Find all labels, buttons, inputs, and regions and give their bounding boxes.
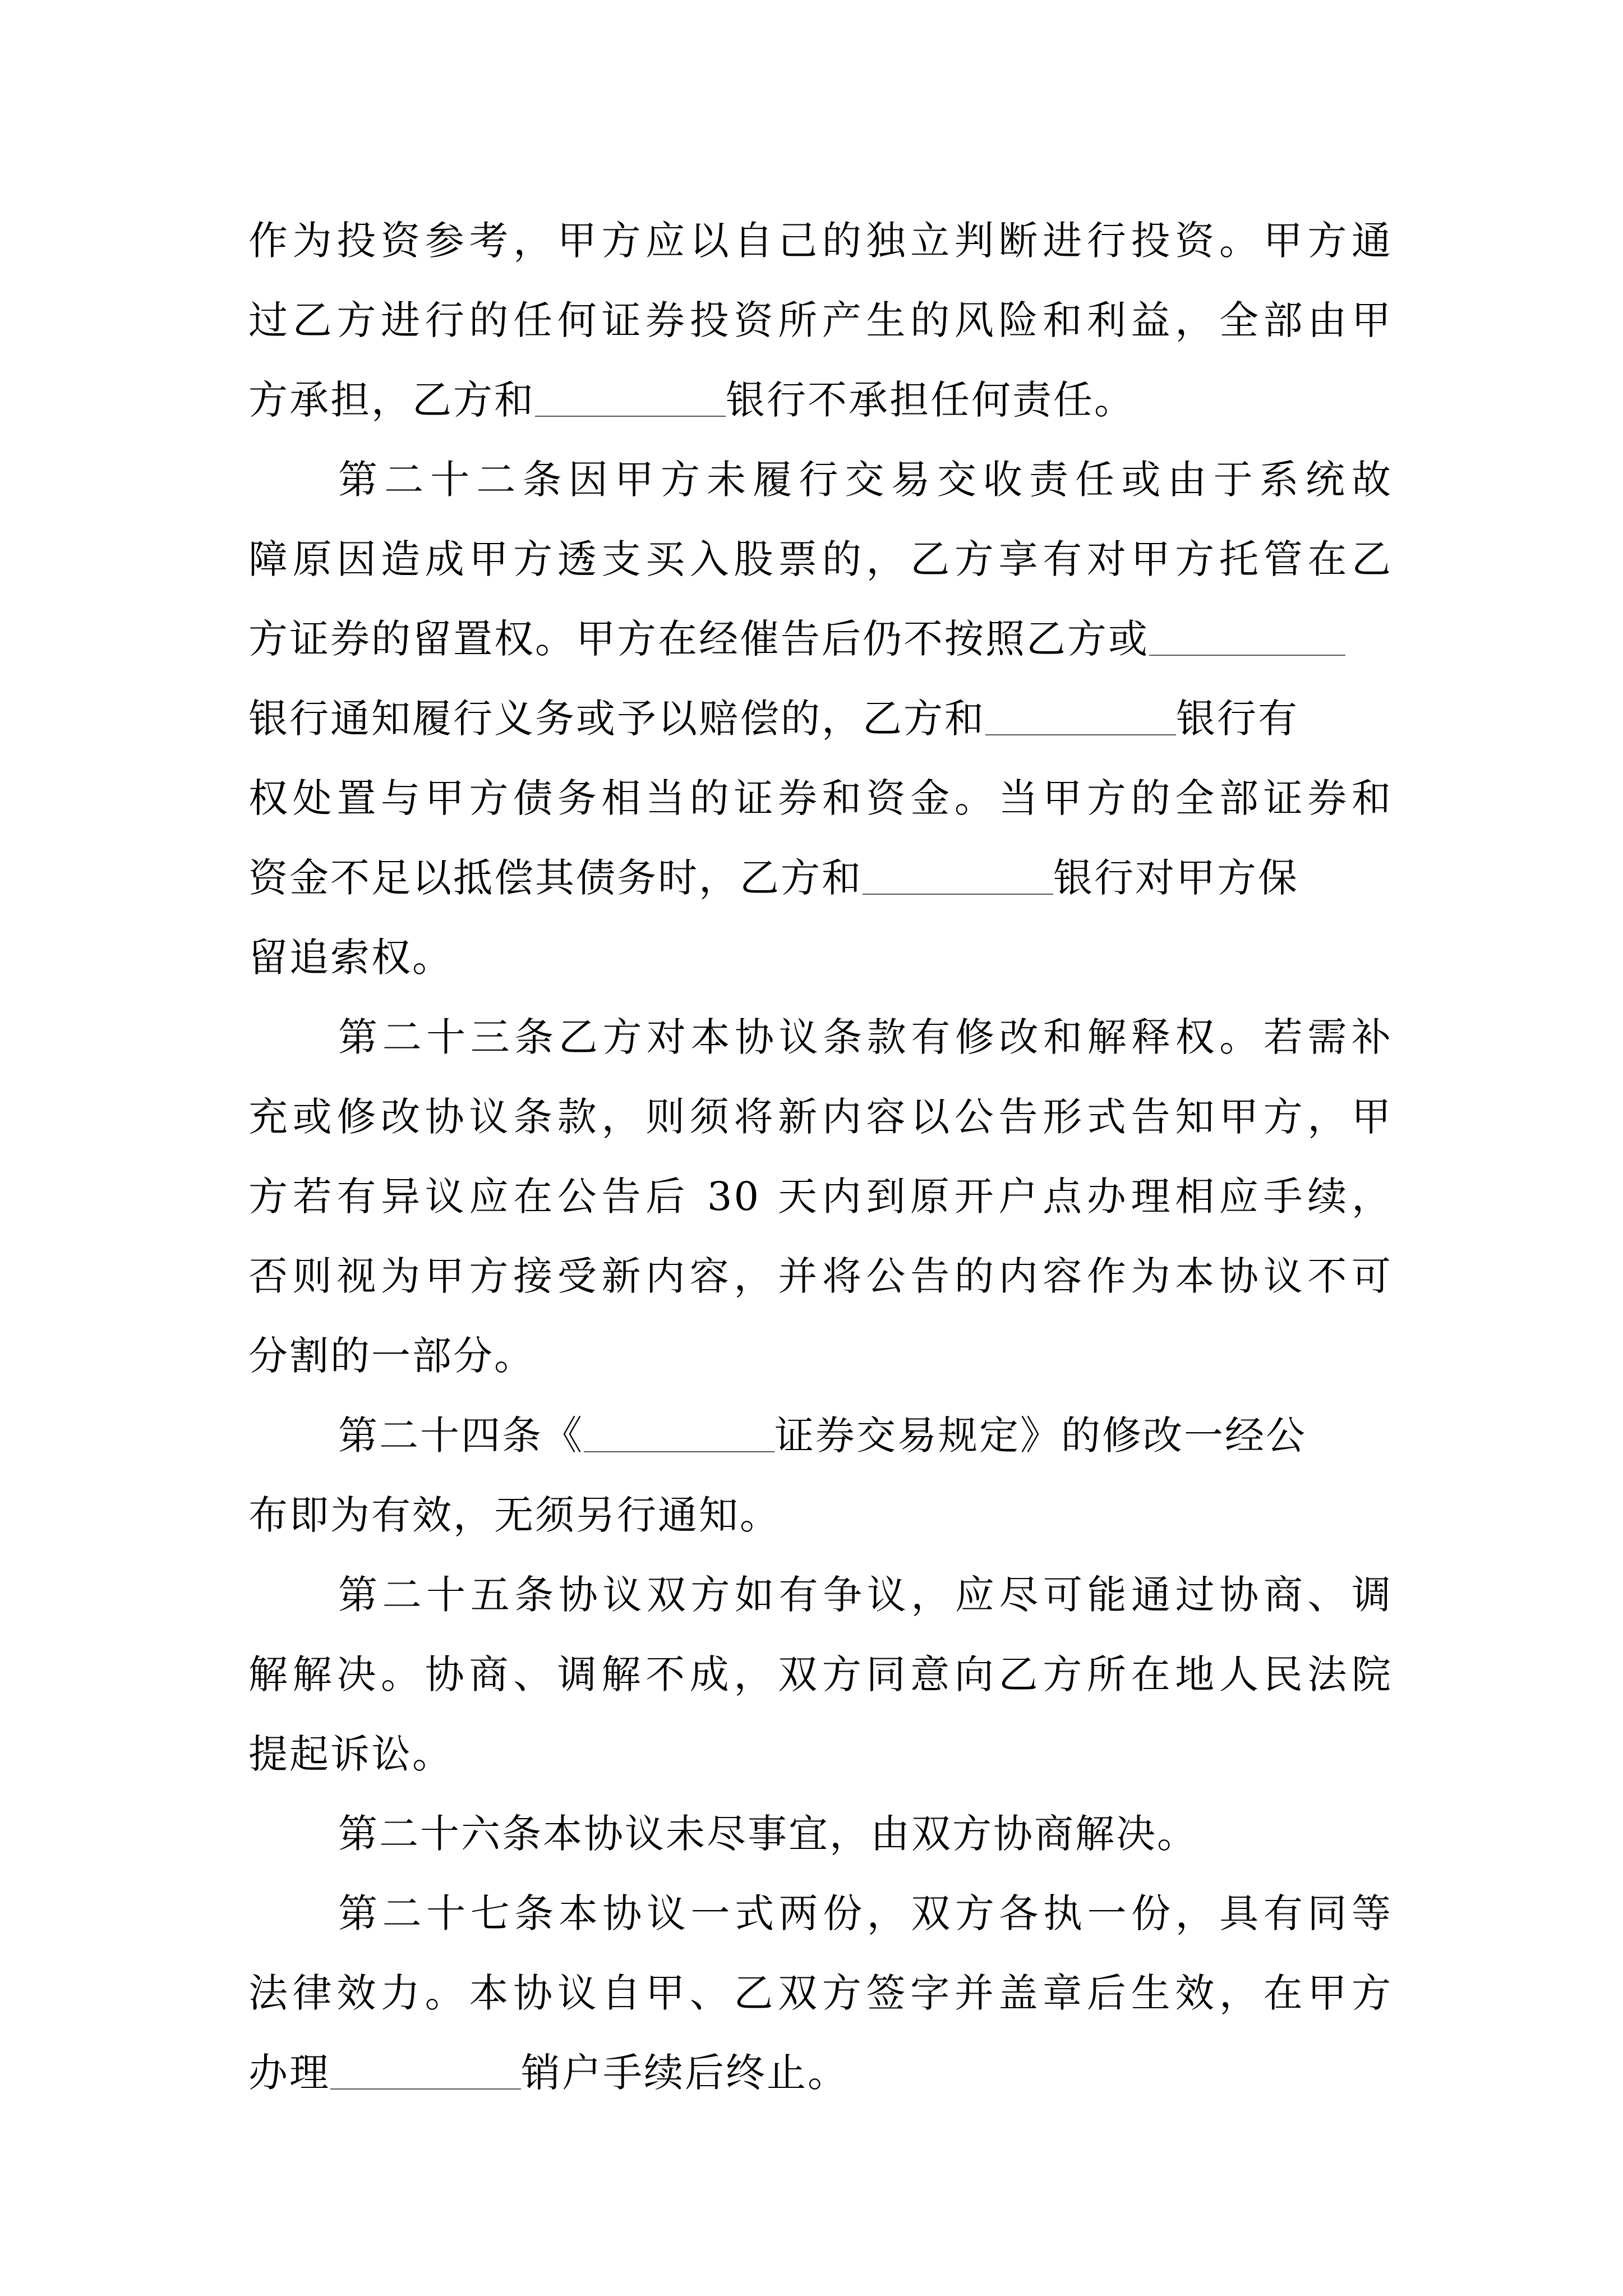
text-line	[248, 599, 1393, 679]
fill-in-blank	[863, 854, 1053, 895]
text-line: 第二十七条本协议一式两份，双方各执一份，具有同等	[338, 1890, 1393, 1936]
text-line	[248, 838, 1393, 918]
text-segment: 办理	[248, 2050, 330, 2096]
text-line	[248, 1396, 1393, 1475]
fill-in-blank	[535, 376, 726, 417]
text-line: 方若有异议应在公告后 30 天内到原开户点办理相应手续，	[248, 1174, 1393, 1220]
text-line	[248, 2033, 1393, 2113]
text-segment: 银行对甲方保	[1053, 855, 1299, 901]
text-line: 第二十三条乙方对本协议条款有修改和解释权。若需补	[338, 1014, 1393, 1060]
text-line: 解解决。协商、调解不成，双方同意向乙方所在地人民法院	[248, 1651, 1393, 1697]
text-line: 作为投资参考，甲方应以自己的独立判断进行投资。甲方通	[248, 218, 1393, 264]
text-line	[248, 360, 1393, 440]
text-segment: 销户手续后终止。	[521, 2050, 849, 2096]
text-line: 第二十五条协议双方如有争议，应尽可能通过协商、调	[338, 1572, 1393, 1618]
fill-in-blank	[1149, 615, 1345, 656]
text-line: 提起诉讼。	[248, 1731, 453, 1777]
fill-in-blank	[330, 2049, 521, 2090]
text-line: 充或修改协议条款，则须将新内容以公告形式告知甲方，甲	[248, 1094, 1393, 1140]
text-segment: 银行不承担任何责任。	[726, 377, 1135, 423]
text-line	[248, 679, 1393, 758]
fill-in-blank	[584, 1412, 774, 1452]
text-line: 过乙方进行的任何证券投资所产生的风险和利益，全部由甲	[248, 297, 1393, 343]
text-line: 第二十六条本协议未尽事宜，由双方协商解决。	[338, 1811, 1198, 1857]
text-segment: 第二十四条《	[338, 1412, 584, 1458]
text-line: 法律效力。本协议自甲、乙双方签字并盖章后生效，在甲方	[248, 1970, 1393, 2016]
text-line: 障原因造成甲方透支买入股票的，乙方享有对甲方托管在乙	[248, 536, 1393, 582]
text-line: 留追索权。	[248, 935, 453, 981]
text-segment: 方证券的留置权。甲方在经催告后仍不按照乙方或	[248, 616, 1149, 662]
text-segment: 银行通知履行义务或予以赔偿的，乙方和	[248, 696, 985, 742]
fill-in-blank	[985, 695, 1176, 735]
text-line: 否则视为甲方接受新内容，并将公告的内容作为本协议不可	[248, 1253, 1393, 1299]
text-line: 布即为有效，无须另行通知。	[248, 1492, 781, 1538]
text-segment: 证券交易规定》的修改一经公	[774, 1412, 1307, 1458]
text-segment: 方承担，乙方和	[248, 377, 535, 423]
text-line: 权处置与甲方债务相当的证券和资金。当甲方的全部证券和	[248, 775, 1393, 821]
document-body	[248, 201, 1393, 2113]
text-line: 分割的一部分。	[248, 1333, 535, 1379]
text-segment: 资金不足以抵偿其债务时，乙方和	[248, 855, 863, 901]
text-line: 第二十二条因甲方未履行交易交收责任或由于系统故	[338, 457, 1393, 503]
text-segment: 银行有	[1176, 696, 1299, 742]
